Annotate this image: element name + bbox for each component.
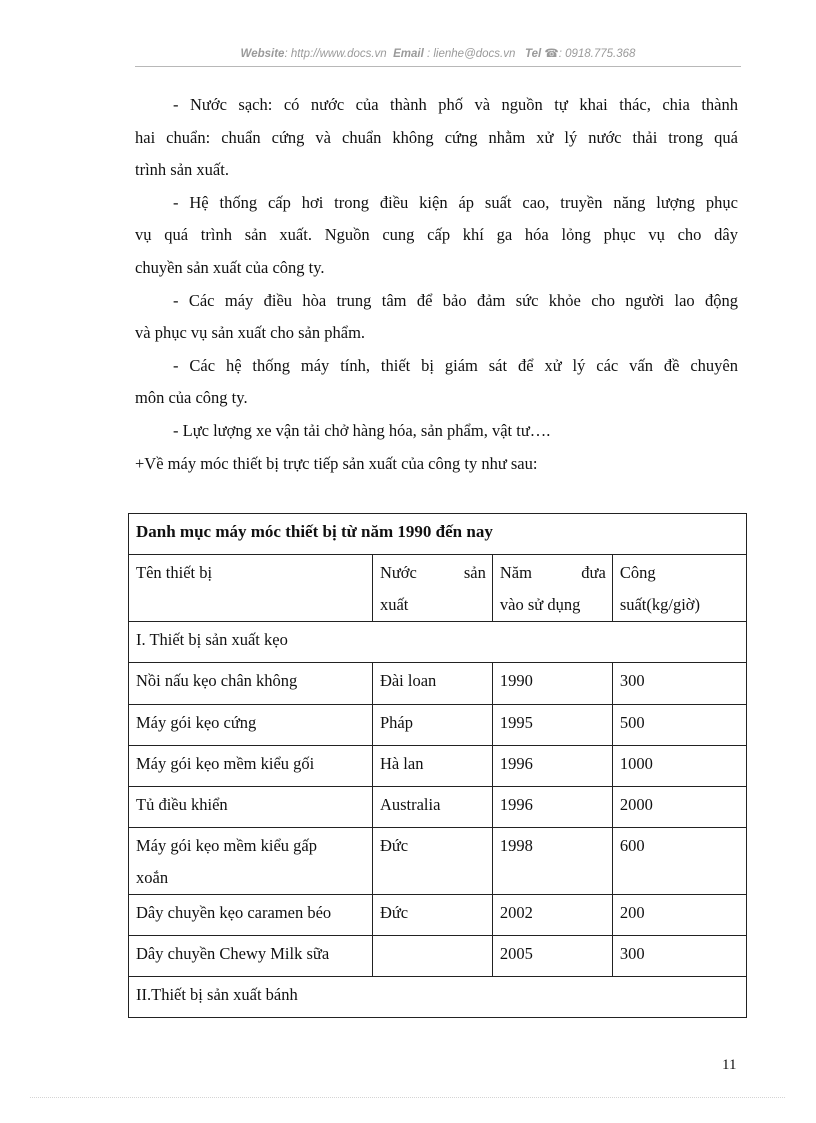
text-line: - Lực lượng xe vận tải chở hàng hóa, sản phẩm, vật tư…. <box>173 420 551 440</box>
table-row <box>129 787 747 828</box>
cell-country: Đài loan <box>372 663 492 705</box>
cell-capacity: 1000 <box>612 746 746 787</box>
section-row <box>129 622 747 663</box>
header-country-word: Nước <box>379 563 417 582</box>
cell-name: Dây chuyền Chewy Milk sữa <box>129 936 373 977</box>
cell-name: Nồi nấu kẹo chân không <box>129 663 373 705</box>
cell-year: 2005 <box>492 936 612 977</box>
paragraph <box>135 89 738 187</box>
footer-divider <box>30 1097 785 1098</box>
header-country-word: sản <box>463 563 486 582</box>
equipment-table <box>128 513 747 1018</box>
cell-name-text: Máy gói kẹo mềm kiểu gấp <box>136 836 318 855</box>
cell-capacity: 2000 <box>612 787 746 828</box>
text-line: hai chuẩn: chuẩn cứng và chuẩn không cứng nhằm xử lý nước thải trong quá <box>135 127 738 147</box>
text-line: - Các hệ thống máy tính, thiết bị giám sát để xử lý các vấn đề chuyên <box>173 355 738 375</box>
cell-year: 1996 <box>492 787 612 828</box>
table-header-row <box>129 555 747 622</box>
table-title-row <box>129 514 747 555</box>
header-year-word: đưa <box>581 563 606 582</box>
header-capacity <box>612 555 746 622</box>
header-name: Tên thiết bị <box>129 555 373 622</box>
text-line: vụ quá trình sản xuất. Nguồn cung cấp khí ga hóa lỏng phục vụ cho dây <box>135 225 738 245</box>
cell-year: 1996 <box>492 746 612 787</box>
header-capacity-word: suất(kg/giờ) <box>619 595 701 614</box>
cell-year: 2002 <box>492 895 612 936</box>
table-title: Danh mục máy móc thiết bị từ năm 1990 đến nay <box>129 514 747 555</box>
cell-country: Đức <box>372 828 492 895</box>
table-row <box>129 828 747 895</box>
cell-country: Pháp <box>372 705 492 746</box>
intro-line: +Về máy móc thiết bị trực tiếp sản xuất của công ty như sau: <box>135 453 538 473</box>
cell-capacity: 300 <box>612 936 746 977</box>
text-line: - Các máy điều hòa trung tâm để bảo đảm sức khỏe cho người lao động <box>173 290 738 310</box>
header-year <box>492 555 612 622</box>
cell-country: Hà lan <box>372 746 492 787</box>
header-country-word: xuất <box>379 595 409 614</box>
email-label: Email <box>393 48 424 60</box>
cell-country <box>372 936 492 977</box>
text-line: và phục vụ sản xuất cho sản phẩm. <box>135 323 366 343</box>
website-value: : http://www.docs.vn <box>284 48 387 60</box>
table-row <box>129 895 747 936</box>
text-line: - Hệ thống cấp hơi trong điều kiện áp suất cao, truyền năng lượng phục <box>173 192 738 212</box>
cell-country: Đức <box>372 895 492 936</box>
cell-name <box>129 828 373 895</box>
table-row <box>129 936 747 977</box>
text-line: - Nước sạch: có nước của thành phố và nguồn tự khai thác, chia thành <box>173 95 738 114</box>
cell-name: Tủ điều khiển <box>129 787 373 828</box>
paragraph <box>135 285 738 350</box>
cell-name: Dây chuyền kẹo caramen béo <box>129 895 373 936</box>
header-year-word: Năm <box>499 563 532 582</box>
table-row <box>129 663 747 705</box>
phone-icon: ☎ <box>544 48 559 60</box>
page-header <box>135 46 741 60</box>
cell-capacity: 500 <box>612 705 746 746</box>
table-row <box>129 746 747 787</box>
section-row <box>129 977 747 1018</box>
section-title: II.Thiết bị sản xuất bánh <box>129 977 747 1018</box>
header-country <box>372 555 492 622</box>
email-value: : lienhe@docs.vn <box>426 48 516 60</box>
tel-label: Tel <box>524 48 542 60</box>
cell-year: 1995 <box>492 705 612 746</box>
cell-name: Máy gói kẹo mềm kiểu gối <box>129 746 373 787</box>
page-number: 11 <box>722 1057 737 1073</box>
cell-name-line: xoắn <box>136 868 169 887</box>
text-line: môn của công ty. <box>135 388 248 408</box>
cell-name-line <box>136 830 366 862</box>
text-line: trình sản xuất. <box>135 160 229 180</box>
document-body <box>135 89 738 480</box>
paragraph <box>135 350 738 415</box>
header-capacity-word: Công <box>619 563 656 582</box>
text-line: chuyền sản xuất của công ty. <box>135 257 325 277</box>
header-divider <box>135 66 741 67</box>
cell-year: 1998 <box>492 828 612 895</box>
section-title: I. Thiết bị sản xuất kẹo <box>129 622 747 663</box>
cell-capacity: 300 <box>612 663 746 705</box>
cell-name: Máy gói kẹo cứng <box>129 705 373 746</box>
header-year-word: vào sử dụng <box>499 595 581 614</box>
website-label: Website <box>240 48 285 60</box>
table-row <box>129 705 747 746</box>
tel-value: : 0918.775.368 <box>558 48 636 60</box>
cell-country: Australia <box>372 787 492 828</box>
cell-capacity: 200 <box>612 895 746 936</box>
cell-capacity: 600 <box>612 828 746 895</box>
cell-year: 1990 <box>492 663 612 705</box>
paragraph <box>135 415 738 448</box>
paragraph <box>135 187 738 285</box>
